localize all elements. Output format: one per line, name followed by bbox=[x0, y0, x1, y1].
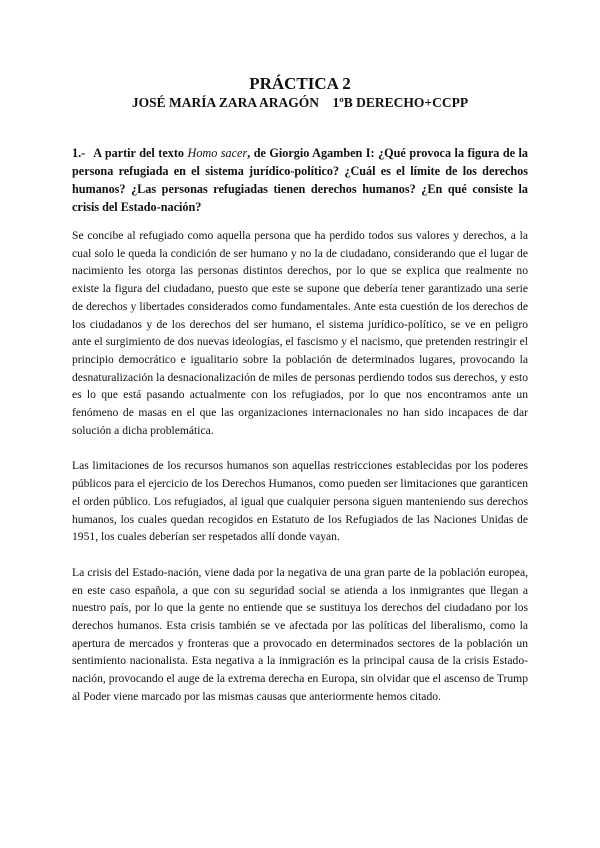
question-number: 1.- bbox=[72, 146, 86, 160]
document-page bbox=[72, 74, 528, 717]
body-paragraph-2: Las limitaciones de los recursos humanos son aquellas restricciones establecidas por los poderes públicos para el ejercicio de los Derechos Humanos, como pueden ser limitaciones que garanticen el orden público. Los refugiados, al igual que cualquier persona siguen manteniendo sus derechos humanos, los cuales quedan recogidos en Estatuto de los Refugiados de las Naciones Unidas de 1951, los cuales deberían ser respetados allí donde vayan. bbox=[72, 459, 528, 544]
question-text: , de Giorgio Agamben I: ¿Qué provoca la figura de la persona refugiada en el sistema jurídico-político? ¿Cuál es el límite de los derechos humanos? ¿Las personas refugiadas tienen derechos humanos? ¿En qué consiste la crisis del Estado-nación? bbox=[72, 146, 528, 214]
body-paragraph-1: Se concibe al refugiado como aquella persona que ha perdido todos sus valores y derechos, a la cual solo le queda la condición de ser humano y no la de ciudadano, considerando que el lugar de nacimiento les otorga las personas distintos derechos, por lo que se explica que realmente no existe la figura del ciudadano, puesto que este se supone que debería tener garantizado una serie de derechos y libertades considerados como fundamentales. Ante esta cuestión de los derechos de los ciudadanos y de los derechos del ser humano, el sistema jurídico-político, se ve en peligro ante el surgimiento de dos nuevas ideologías, el fascismo y el nacismo, que pretenden restringir el principio democrático e igualitario sobre la población de determinados lugares, provocando la desnaturalización la desnacionalización de miles de personas perdiendo todos sus derechos, y esto es lo que está pasando actualmente con los refugiados, por lo que nos encontramos ante un fenómeno de masas en el que las organizaciones internacionales no han sido incapaces de dar solución a dicha problemática. bbox=[72, 229, 528, 437]
author-line: JOSÉ MARÍA ZARA ARAGÓN 1ºB DERECHO+CCPP bbox=[131, 95, 469, 110]
question-heading bbox=[72, 144, 528, 216]
book-title: Homo sacer bbox=[187, 146, 248, 160]
document-title: PRÁCTICA 2 bbox=[249, 74, 351, 93]
question-intro: A partir del texto bbox=[93, 146, 185, 160]
body-paragraph-3: La crisis del Estado-nación, viene dada por la negativa de una gran parte de la población europea, en este caso española, a que con su seguridad social se atienda a los inmigrantes que llegan a nuestro país, por lo que la gente no entiende que se sustituya los derechos del ciudadano por los derechos humanos. Esta crisis también se ve afectada por las políticas del liberalismo, como la apertura de mercados y fronteras que a provocado en determinados sectores de la población un sentimiento nacionalista. Esta negativa a la inmigración es la principal causa de la crisis Estado-nación, provocando el auge de la extrema derecha en Europa, sin olvidar que el ascenso de Trump al Poder viene marcado por las mismas causas que anteriormente hemos citado. bbox=[72, 565, 528, 703]
